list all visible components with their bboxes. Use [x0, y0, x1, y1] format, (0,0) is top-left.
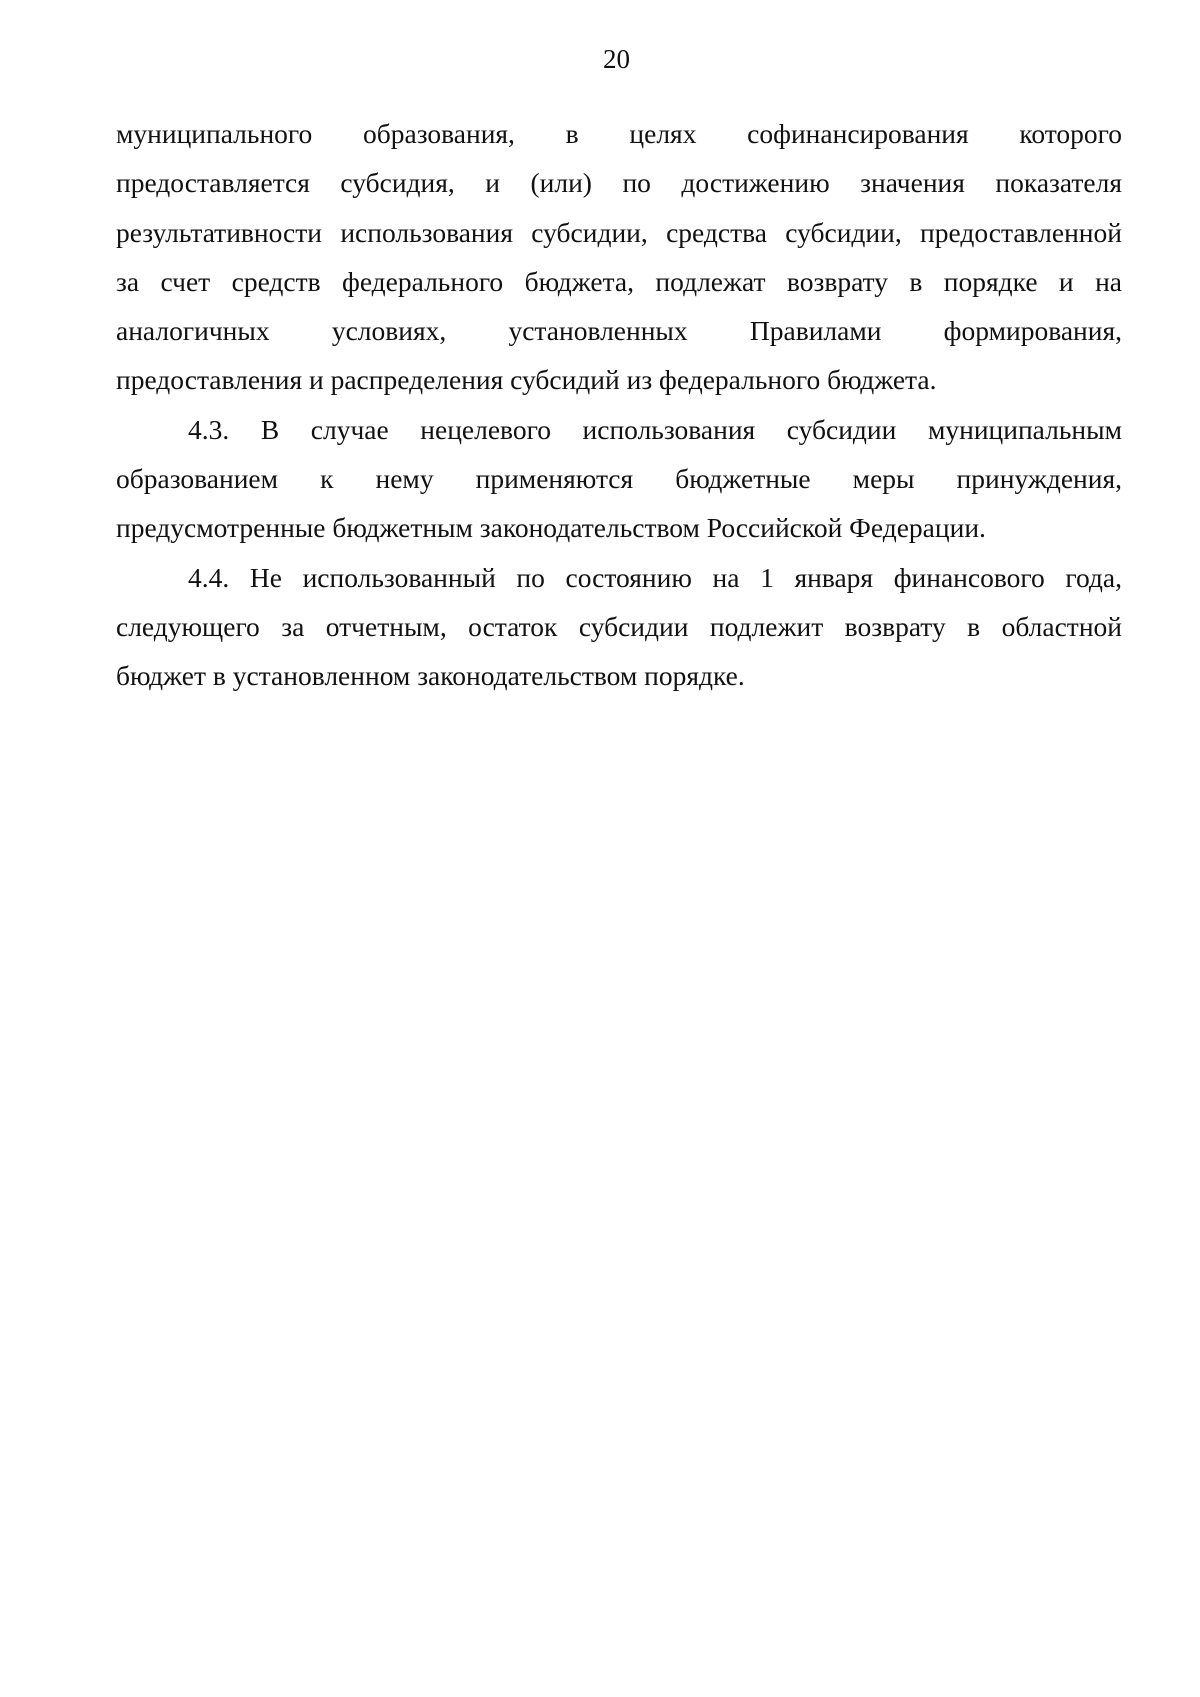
text-line: следующего за отчетным, остаток субсидии подлежит возврату в областной	[116, 610, 1122, 642]
document-body	[116, 109, 1122, 701]
text-line: бюджет в установленном законодательством порядке.	[116, 660, 745, 692]
text-line: результативности использования субсидии, средства субсидии, предоставленной	[116, 216, 1122, 248]
text-line: предоставления и распределения субсидий из федерального бюджета.	[116, 364, 937, 396]
paragraph-4-3	[116, 405, 1122, 553]
text-line: муниципального образования, в целях софинансирования которого	[116, 118, 1122, 149]
page-number: 20	[603, 44, 630, 74]
text-line: образованием к нему применяются бюджетные меры принуждения,	[116, 463, 1122, 495]
text-line: предусмотренные бюджетным законодательством Российской Федерации.	[116, 512, 986, 544]
text-line: предоставляется субсидия, и (или) по достижению значения показателя	[116, 167, 1122, 199]
text-line: за счет средств федерального бюджета, подлежат возврату в порядке и на	[116, 265, 1122, 297]
text-line: 4.3. В случае нецелевого использования субсидии муниципальным	[188, 413, 1122, 445]
paragraph-4-4	[116, 553, 1122, 701]
paragraph-continuation	[116, 109, 1122, 405]
text-line: 4.4. Не использованный по состоянию на 1 января финансового года,	[188, 561, 1122, 593]
text-line: аналогичных условиях, установленных Правилами формирования,	[116, 315, 1122, 347]
